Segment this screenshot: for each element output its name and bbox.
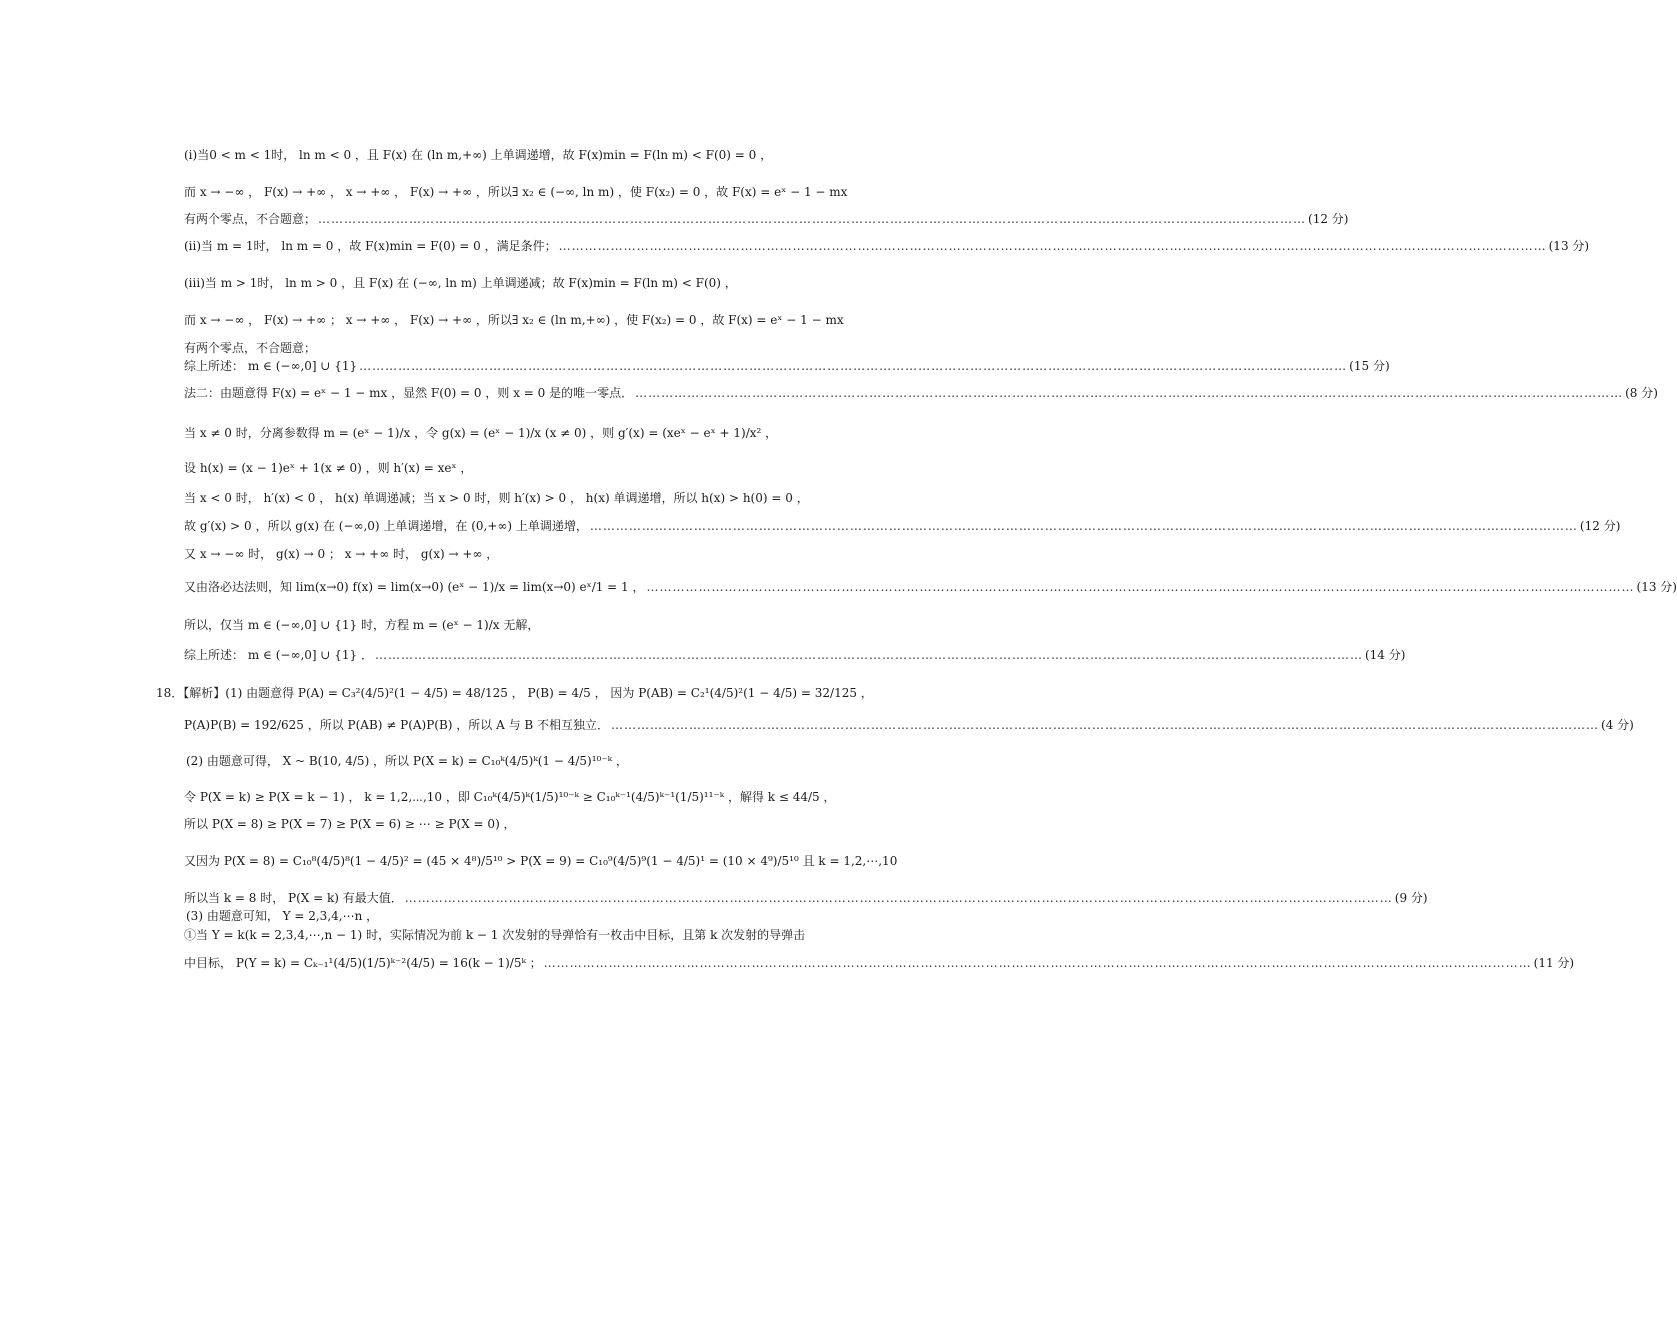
solution-line bbox=[184, 147, 773, 163]
line-text: 所以，仅当 m ∈ (−∞,0] ∪ {1} 时，方程 m = (eˣ − 1)/x 无解， bbox=[184, 618, 540, 632]
score-mark: (14 分) bbox=[1364, 648, 1406, 662]
line-text: 有两个零点，不合题意； bbox=[184, 341, 317, 355]
leader-dots bbox=[559, 238, 1547, 254]
solution-line bbox=[184, 714, 1634, 736]
leader-dots bbox=[590, 518, 1578, 534]
solution-line bbox=[184, 786, 836, 808]
score-mark: (12 分) bbox=[1308, 212, 1349, 226]
line-text: (iii)当 m > 1时， ln m > 0 ，且 F(x) 在 (−∞, ln m) 上单调递减；故 F(x)min = F(ln m) < F(0) ， bbox=[184, 276, 737, 290]
line-text: 所以 P(X = 8) ≥ P(X = 7) ≥ P(X = 6) ≥ ⋯ ≥ P(X = 0) ， bbox=[184, 817, 516, 831]
solution-line bbox=[184, 312, 844, 328]
solution-line bbox=[186, 908, 762, 924]
score-mark: (13 分) bbox=[1636, 580, 1677, 594]
line-text: 综上所述： m ∈ (−∞,0] ∪ {1} bbox=[184, 359, 358, 373]
leader-dots bbox=[405, 890, 1393, 906]
leader-dots bbox=[611, 714, 1599, 736]
line-text: 又由洛必达法则，知 lim(x→0) f(x) = lim(x→0) (eˣ − 1)/x = lim(x→0) eˣ/1 = 1 ， bbox=[184, 580, 645, 594]
solution-line bbox=[184, 422, 778, 444]
line-text: 中目标， P(Y = k) = Cₖ₋₁¹(4/5)(1/5)ᵏ⁻²(4/5) = 16(k − 1)/5ᵏ ； bbox=[184, 956, 542, 970]
line-text: 而 x → −∞ ， F(x) → +∞ ， x → +∞ ， F(x) → +∞ ，所以∃ x₂ ∈ (−∞, ln m) ，使 F(x₂) = 0 ，故 F(x) = eˣ − 1 − mx bbox=[184, 185, 848, 199]
solution-line bbox=[184, 518, 1621, 534]
leader-dots bbox=[647, 576, 1635, 598]
line-text: 又 x → −∞ 时， g(x) → 0 ； x → +∞ 时， g(x) → +∞ ， bbox=[184, 547, 499, 561]
solution-line bbox=[184, 490, 809, 506]
solution-line bbox=[184, 816, 760, 832]
score-mark: (9 分) bbox=[1394, 891, 1428, 905]
line-text: 综上所述： m ∈ (−∞,0] ∪ {1} ． bbox=[184, 648, 373, 662]
solution-line bbox=[184, 340, 760, 356]
solution-line bbox=[186, 750, 762, 772]
solution-line bbox=[184, 890, 1428, 906]
score-mark: (11 分) bbox=[1533, 956, 1575, 970]
leader-dots bbox=[544, 952, 1532, 974]
solution-line bbox=[184, 211, 1349, 227]
line-text: P(A)P(B) = 192/625 ，所以 P(AB) ≠ P(A)P(B) ，所以 A 与 B 不相互独立． bbox=[184, 718, 610, 732]
line-text: ①当 Y = k(k = 2,3,4,⋯,n − 1) 时，实际情况为前 k − 1 次发射的导弹恰有一枚击中目标，且第 k 次发射的导弹击 bbox=[184, 928, 806, 942]
solution-line bbox=[184, 850, 898, 872]
score-mark: (13 分) bbox=[1548, 239, 1590, 253]
line-text: 所以当 k = 8 时， P(X = k) 有最大值． bbox=[184, 891, 403, 905]
line-text: 当 x < 0 时， h′(x) < 0 ， h(x) 单调递减；当 x > 0 时，则 h′(x) > 0 ， h(x) 单调递增，所以 h(x) > h(0) = 0 ， bbox=[184, 491, 809, 505]
solution-line bbox=[184, 238, 1590, 254]
solution-line bbox=[184, 460, 760, 476]
solution-line bbox=[184, 275, 760, 291]
leader-dots bbox=[375, 647, 1363, 663]
solution-line bbox=[184, 385, 1658, 401]
line-text: 设 h(x) = (x − 1)eˣ + 1(x ≠ 0) ，则 h′(x) = xeˣ ， bbox=[184, 461, 473, 475]
score-mark: (15 分) bbox=[1349, 359, 1390, 373]
leader-dots bbox=[635, 385, 1623, 401]
question-18-heading-line bbox=[156, 682, 873, 704]
score-mark: (8 分) bbox=[1625, 386, 1658, 400]
line-text: 法二：由题意得 F(x) = eˣ − 1 − mx ，显然 F(0) = 0 ，则 x = 0 是的唯一零点． bbox=[184, 386, 634, 400]
line-text: 而 x → −∞ ， F(x) → +∞ ； x → +∞ ， F(x) → +∞ ，所以∃ x₂ ∈ (ln m,+∞) ，使 F(x₂) = 0 ，故 F(x) = eˣ − 1 − mx bbox=[184, 313, 844, 327]
line-text: 当 x ≠ 0 时，分离参数得 m = (eˣ − 1)/x ，令 g(x) = (eˣ − 1)/x (x ≠ 0) ，则 g′(x) = (xeˣ − eˣ + 1)/x² ， bbox=[184, 426, 778, 440]
solution-line bbox=[184, 647, 1406, 663]
line-text: 又因为 P(X = 8) = C₁₀⁸(4/5)⁸(1 − 4/5)² = (45 × 4⁸)/5¹⁰ > P(X = 9) = C₁₀⁹(4/5)⁹(1 − 4/5)¹ = (10 × 4⁹)/5¹⁰ 且 k = 1,2,⋯,10 bbox=[184, 854, 898, 868]
line-text: 18．【解析】(1) 由题意得 P(A) = C₃²(4/5)²(1 − 4/5) = 48/125 ， P(B) = 4/5 ， 因为 P(AB) = C₂¹(4/5)²(1 − 4/5) = 32/125 ， bbox=[156, 686, 873, 700]
line-text: 故 g′(x) > 0 ，所以 g(x) 在 (−∞,0) 上单调递增，在 (0,+∞) 上单调递增， bbox=[184, 519, 588, 533]
leader-dots bbox=[359, 358, 1347, 374]
leader-dots bbox=[318, 211, 1306, 227]
solution-line bbox=[184, 614, 760, 636]
solution-line bbox=[184, 358, 1390, 374]
solution-line bbox=[184, 184, 848, 200]
line-text: (2) 由题意可得， X ~ B(10, 4/5) ，所以 P(X = k) = C₁₀ᵏ(4/5)ᵏ(1 − 4/5)¹⁰⁻ᵏ ， bbox=[186, 754, 628, 768]
solution-line bbox=[184, 927, 806, 943]
score-mark: (4 分) bbox=[1601, 718, 1634, 732]
line-text: 有两个零点，不合题意； bbox=[184, 212, 317, 226]
line-text: (i)当0 < m < 1时， ln m < 0 ，且 F(x) 在 (ln m,+∞) 上单调递增，故 F(x)min = F(ln m) < F(0) = 0 ， bbox=[184, 148, 773, 162]
solution-line bbox=[184, 952, 1575, 974]
solution-line bbox=[184, 576, 1677, 598]
line-text: (3) 由题意可知， Y = 2,3,4,⋯n ， bbox=[186, 909, 379, 923]
score-mark: (12 分) bbox=[1579, 519, 1621, 533]
line-text: (ii)当 m = 1时， ln m = 0 ，故 F(x)min = F(0) = 0 ，满足条件； bbox=[184, 239, 557, 253]
solution-line bbox=[184, 546, 760, 562]
line-text: 令 P(X = k) ≥ P(X = k − 1) ， k = 1,2,⋯,10 ，即 C₁₀ᵏ(4/5)ᵏ(1/5)¹⁰⁻ᵏ ≥ C₁₀ᵏ⁻¹(4/5)ᵏ⁻¹(1/5)¹¹⁻ᵏ ，解得 k ≤ 44/5 ， bbox=[184, 790, 836, 804]
